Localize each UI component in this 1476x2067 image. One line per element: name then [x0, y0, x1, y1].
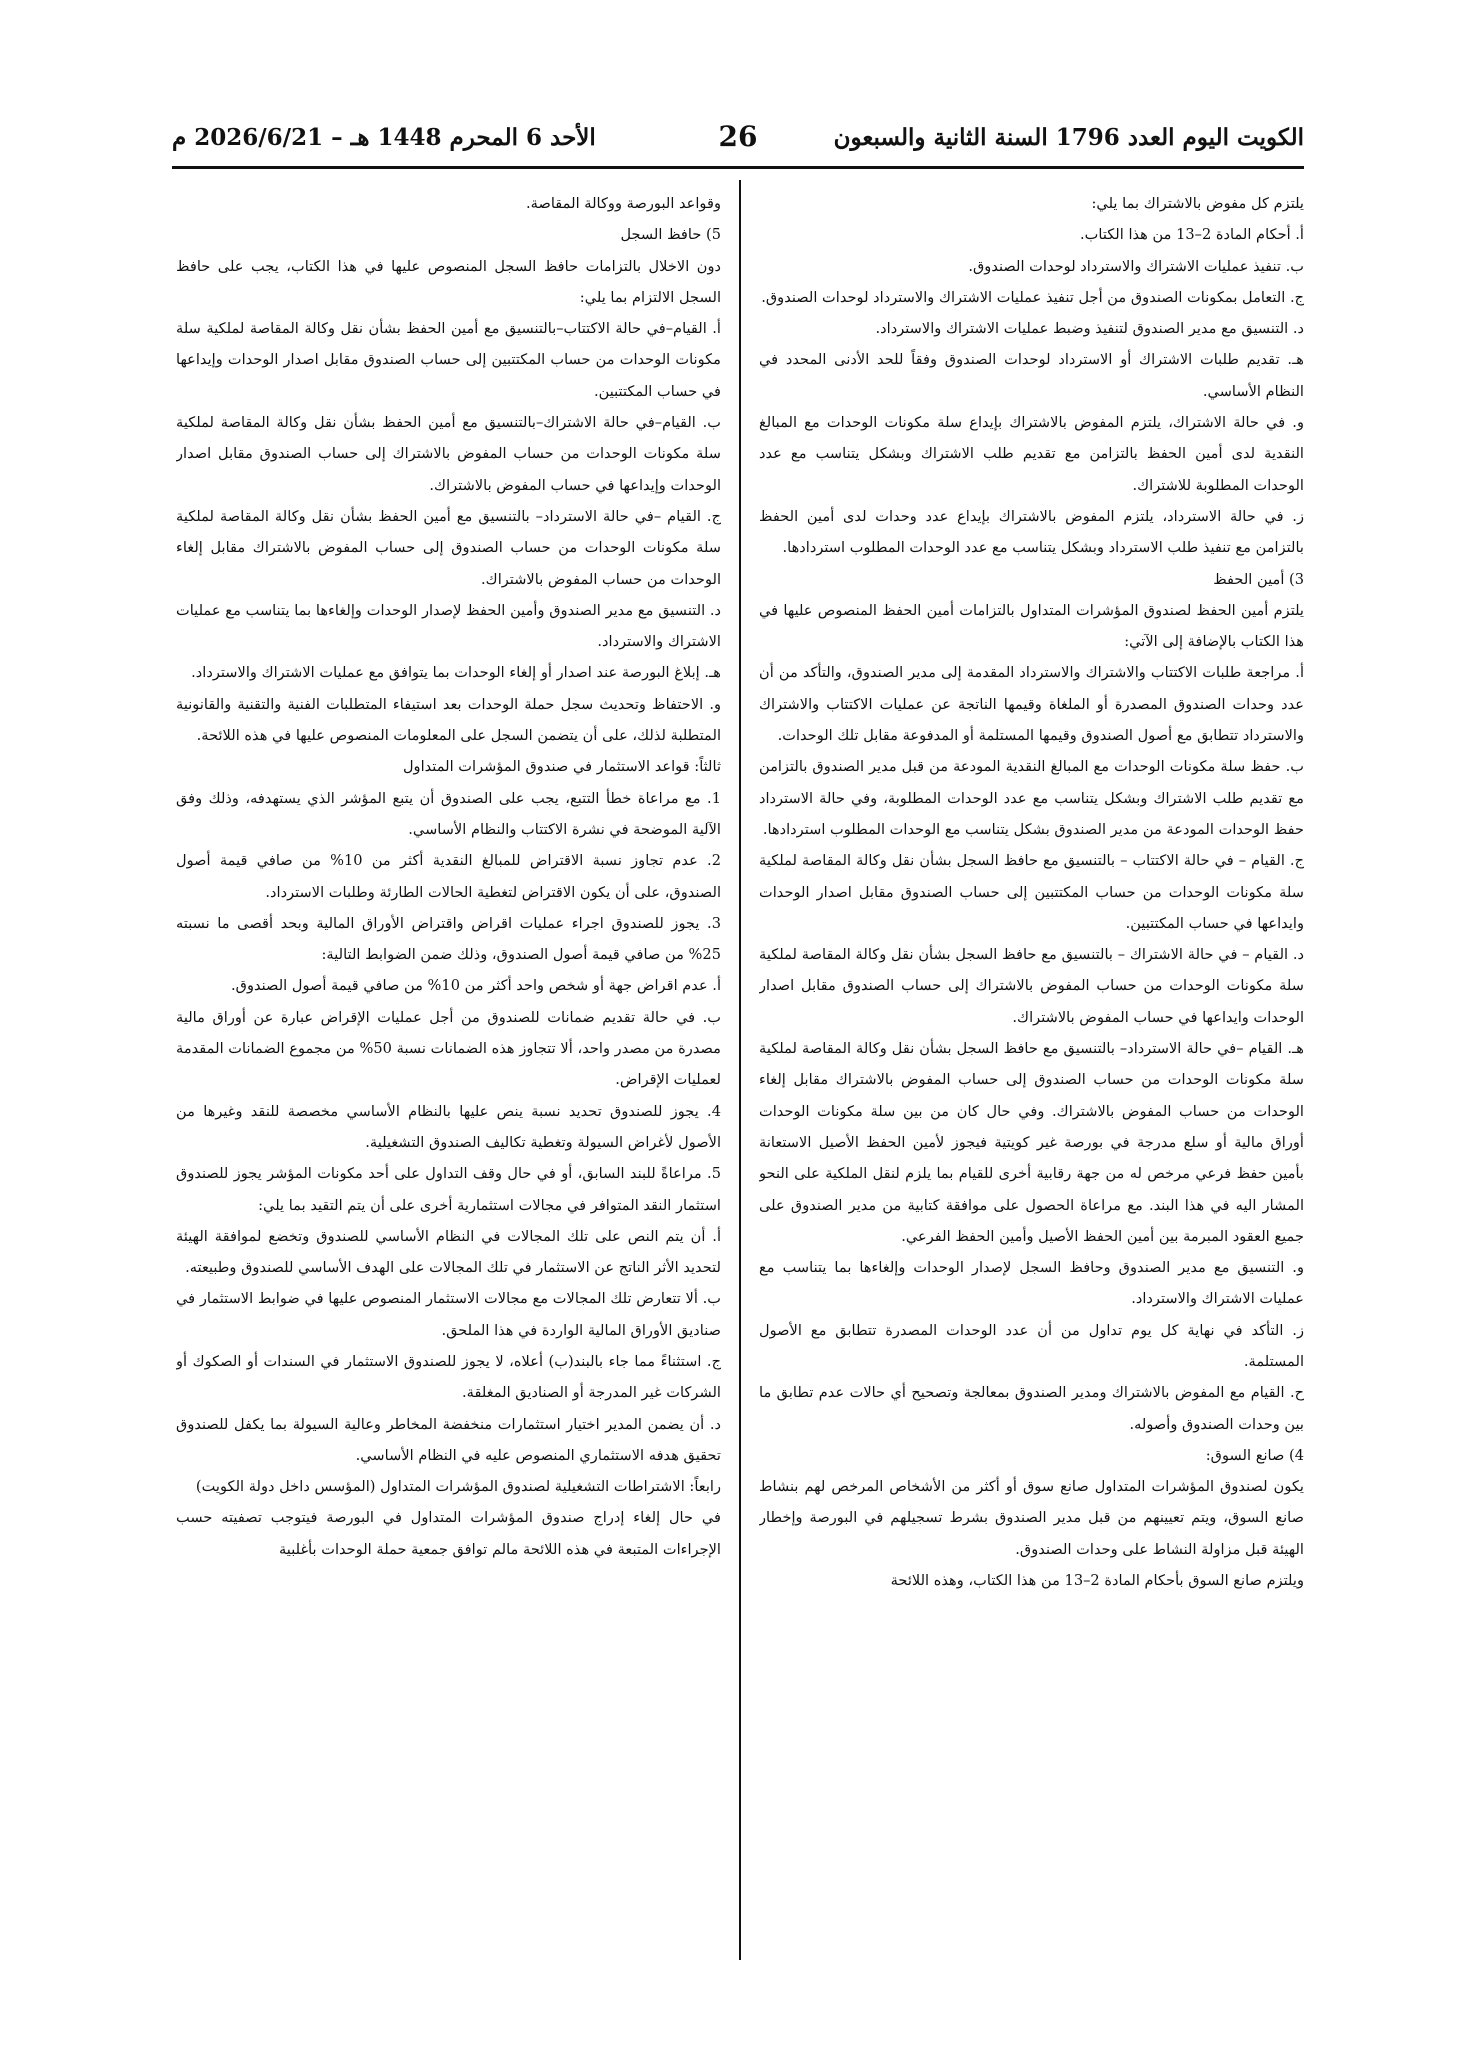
- paragraph: و. في حالة الاشتراك، يلتزم المفوض بالاشتراك بإيداع سلة مكونات الوحدات مع المبالغ النقدية لدى أمين الحفظ بالتزامن مع تقديم طلب الاشتراك وبشكل يتناسب مع عدد الوحدات المطلوبة للاشتراك.: [759, 414, 1304, 494]
- paragraph: ج. القيام – في حالة الاكتتاب – بالتنسيق مع حافظ السجل بشأن نقل وكالة المقاصة لملكية سلة مكونات الوحدات من حساب المكتتبين إلى حساب الصندوق مقابل اصدار الوحدات وايداعها في حساب المكتتبين.: [759, 852, 1304, 932]
- paragraph: ب. القيام–في حالة الاشتراك–بالتنسيق مع أمين الحفظ بشأن نقل وكالة المقاصة لملكية سلة مكونات الوحدات من حساب المفوض بالاشتراك إلى حساب الصندوق مقابل اصدار الوحدات وإيداعها في حساب المفوض بالاشتراك.: [176, 414, 721, 494]
- paragraph: د. التنسيق مع مدير الصندوق وأمين الحفظ لإصدار الوحدات وإلغاءها بما يتناسب مع عمليات الاشتراك والاسترداد.: [176, 601, 721, 651]
- paragraph: 5. مراعاةً للبند السابق، أو في حال وقف التداول على أحد مكونات المؤشر يجوز للصندوق استثمار النقد المتوافر في مجالات استثمارية أخرى على أن يتم التقيد بما يلي:: [176, 1165, 721, 1214]
- section-heading: ثالثاً: قواعد الاستثمار في صندوق المؤشرات المتداول: [402, 758, 721, 776]
- paragraph: هـ. إبلاغ البورصة عند اصدار أو إلغاء الوحدات بما يتوافق مع عمليات الاشتراك والاسترداد.: [191, 664, 721, 682]
- paragraph: يكون لصندوق المؤشرات المتداول صانع سوق أو أكثر من الأشخاص المرخص لهم بنشاط صانع السوق، ويتم تعيينهم من قبل مدير الصندوق بشرط تسجيلهم في البورصة وإخطار الهيئة قبل مزاولة النشاط على وحدات الصندوق.: [759, 1478, 1304, 1558]
- paragraph: في حال إلغاء إدراج صندوق المؤشرات المتداول في البورصة فيتوجب تصفيته حسب الإجراءات المتبعة في هذه اللائحة مالم توافق جمعية حملة الوحدات بأغلبية: [176, 1509, 721, 1558]
- header-publication-issue: الكويت اليوم العدد 1796 السنة الثانية والسبعون: [833, 124, 1304, 151]
- paragraph: ج. استثناءً مما جاء بالبند(ب) أعلاه، لا يجوز للصندوق الاستثمار في السندات أو الصكوك أو الشركات غير المدرجة أو الصناديق المغلقة.: [176, 1352, 721, 1402]
- paragraph: وقواعد البورصة ووكالة المقاصة.: [526, 195, 721, 212]
- paragraph: هـ. القيام –في حالة الاسترداد– بالتنسيق مع حافظ السجل بشأن نقل وكالة المقاصة لملكية سلة مكونات الوحدات من حساب الصندوق إلى حساب المفوض بالاشتراك مقابل إلغاء الوحدات من حساب المفوض بالاشتراك. وفي حال كان من بين سلة مكونات الوحدات أوراق مالية أو سلع مدرجة في بورصة غير كويتية فيجوز لأمين الحفظ الأصيل الاستعانة بأمين حفظ فرعي مرخص له من جهة رقابية أخرى للقيام بما يلزم لنقل الملكية على النحو المشار اليه في هذا البند. مع مراعاة الحصول على موافقة كتابية من مدير الصندوق على جميع العقود المبرمة بين أمين الحفظ الأصيل وأمين الحفظ الفرعي.: [759, 1040, 1304, 1245]
- paragraph: 2. عدم تجاوز نسبة الاقتراض للمبالغ النقدية أكثر من 10% من صافي قيمة أصول الصندوق، على أن يكون الاقتراض لتغطية الحالات الطارئة وطلبات الاسترداد.: [176, 852, 721, 901]
- header-date: الأحد 6 المحرم 1448 هـ – 2026/6/21 م: [172, 124, 596, 151]
- paragraph: ج. القيام –في حالة الاسترداد– بالتنسيق مع أمين الحفظ بشأن نقل وكالة المقاصة لملكية سلة مكونات الوحدات من حساب الصندوق إلى حساب المفوض بالاشتراك مقابل إلغاء الوحدات من حساب المفوض بالاشتراك.: [176, 507, 721, 588]
- right-column: [759, 188, 1304, 1978]
- paragraph: دون الاخلال بالتزامات حافظ السجل المنصوص عليها في هذا الكتاب، يجب على حافظ السجل الالتزام بما يلي:: [176, 257, 721, 306]
- paragraph: د. التنسيق مع مدير الصندوق لتنفيذ وضبط عمليات الاشتراك والاسترداد.: [875, 320, 1304, 338]
- section-heading: 4) صانع السوق:: [1205, 1446, 1304, 1464]
- paragraph: 3. يجوز للصندوق اجراء عمليات اقراض واقتراض الأوراق المالية وبحد أقصى ما نسبته 25% من صافي قيمة أصول الصندوق، وذلك ضمن الضوابط التالية:: [176, 914, 721, 964]
- paragraph: ج. التعامل بمكونات الصندوق من أجل تنفيذ عمليات الاشتراك والاسترداد لوحدات الصندوق.: [761, 288, 1304, 306]
- paragraph: د. أن يضمن المدير اختيار استثمارات منخفضة المخاطر وعالية السيولة بما يكفل للصندوق تحقيق هدفه الاستثماري المنصوص عليه في النظام الأساسي.: [176, 1415, 721, 1464]
- paragraph: أ. مراجعة طلبات الاكتتاب والاشتراك والاسترداد المقدمة إلى مدير الصندوق، والتأكد من أن عدد وحدات الصندوق المصدرة أو الملغاة وقيمها الناتجة عن عمليات الاكتتاب والاشتراك والاسترداد تتطابق مع أصول الصندوق وقيمها المستلمة أو المدفوعة مقابل تلك الوحدات.: [759, 664, 1304, 745]
- paragraph: هـ. تقديم طلبات الاشتراك أو الاسترداد لوحدات الصندوق وفقاً للحد الأدنى المحدد في النظام الأساسي.: [759, 351, 1304, 400]
- page-header: [172, 118, 1304, 164]
- paragraph: ويلتزم صانع السوق بأحكام المادة 2–13 من هذا الكتاب، وهذه اللائحة: [890, 1572, 1304, 1590]
- paragraph: ز. التأكد في نهاية كل يوم تداول من أن عدد الوحدات المصدرة تتطابق مع الأصول المستلمة.: [759, 1321, 1304, 1370]
- paragraph: أ. أن يتم النص على تلك المجالات في النظام الأساسي للصندوق وتخضع لموافقة الهيئة لتحديد الأثر الناتج عن الاستثمار في تلك المجالات على الهدف الأساسي للصندوق وطبيعته.: [176, 1227, 721, 1277]
- paragraph: 1. مع مراعاة خطأ التتبع، يجب على الصندوق أن يتبع المؤشر الذي يستهدفه، وذلك وفق الآلية الموضحة في نشرة الاكتتاب والنظام الأساسي.: [176, 789, 721, 838]
- header-rule: [172, 166, 1304, 169]
- paragraph: 4. يجوز للصندوق تحديد نسبة ينص عليها بالنظام الأساسي مخصصة للنقد وغيرها من الأصول لأغراض السيولة وتغطية تكاليف الصندوق التشغيلية.: [176, 1102, 721, 1151]
- paragraph: ب. في حالة تقديم ضمانات للصندوق من أجل عمليات الإقراض عبارة عن أوراق مالية مصدرة من مصدر واحد، ألا تتجاوز هذه الضمانات نسبة 50% من مجموع الضمانات المقدمة لعمليات الإقراض.: [176, 1008, 721, 1089]
- paragraph: أ. أحكام المادة 2–13 من هذا الكتاب.: [1080, 226, 1304, 244]
- page-number: 26: [718, 120, 758, 153]
- paragraph: أ. القيام–في حالة الاكتتاب–بالتنسيق مع أمين الحفظ بشأن نقل وكالة المقاصة لملكية سلة مكونات الوحدات من حساب المكتتبين إلى حساب الصندوق مقابل اصدار الوحدات وإيداعها في حساب المكتتبين.: [176, 320, 721, 400]
- paragraph: د. القيام – في حالة الاشتراك – بالتنسيق مع حافظ السجل بشأن نقل وكالة المقاصة لملكية سلة مكونات الوحدات من حساب المفوض بالاشتراك إلى حساب الصندوق مقابل اصدار الوحدات وايداعها في حساب المفوض بالاشتراك.: [759, 946, 1304, 1026]
- section-heading: 3) أمين الحفظ: [1213, 570, 1304, 588]
- paragraph: و. التنسيق مع مدير الصندوق وحافظ السجل لإصدار الوحدات وإلغاءها بما يتناسب مع عمليات الاشتراك والاسترداد.: [759, 1259, 1304, 1308]
- left-column: [176, 188, 721, 1978]
- paragraph: ب. حفظ سلة مكونات الوحدات مع المبالغ النقدية المودعة من قبل مدير الصندوق بالتزامن مع تقديم طلب الاشتراك وبشكل يتناسب مع عدد الوحدات المطلوبة، وفي حالة الاسترداد حفظ الوحدات المودعة من مدير الصندوق بشكل يتناسب مع الوحدات المطلوب استردادها.: [759, 758, 1304, 838]
- paragraph: يلتزم أمين الحفظ لصندوق المؤشرات المتداول بالتزامات أمين الحفظ المنصوص عليها في هذا الكتاب بالإضافة إلى الآتي:: [759, 601, 1304, 651]
- paragraph: يلتزم كل مفوض بالاشتراك بما يلي:: [1091, 195, 1304, 212]
- section-heading: 5) حافظ السجل: [620, 226, 721, 244]
- paragraph: و. الاحتفاظ وتحديث سجل حملة الوحدات بعد استيفاء المتطلبات الفنية والتقنية والقانونية المتطلبة لذلك، على أن يتضمن السجل على المعلومات المنصوص عليها في هذه اللائحة.: [176, 695, 721, 745]
- paragraph: ب. ألا تتعارض تلك المجالات مع مجالات الاستثمار المنصوص عليها في ضوابط الاستثمار في صناديق الأوراق المالية الواردة في هذا الملحق.: [176, 1290, 721, 1339]
- paragraph: أ. عدم اقراض جهة أو شخص واحد أكثر من 10% من صافي قيمة أصول الصندوق.: [230, 977, 721, 995]
- paragraph: ب. تنفيذ عمليات الاشتراك والاسترداد لوحدات الصندوق.: [968, 257, 1304, 275]
- paragraph: ز. في حالة الاسترداد، يلتزم المفوض بالاشتراك بإيداع عدد وحدات لدى أمين الحفظ بالتزامن مع تنفيذ طلب الاسترداد وبشكل يتناسب مع عدد الوحدات المطلوب استردادها.: [759, 507, 1304, 557]
- section-heading: رابعاً: الاشتراطات التشغيلية لصندوق المؤشرات المتداول (المؤسس داخل دولة الكويت): [195, 1478, 721, 1496]
- column-divider: [739, 180, 741, 1960]
- paragraph: ح. القيام مع المفوض بالاشتراك ومدير الصندوق بمعالجة وتصحيح أي حالات عدم تطابق ما بين وحدات الصندوق وأصوله.: [759, 1384, 1304, 1433]
